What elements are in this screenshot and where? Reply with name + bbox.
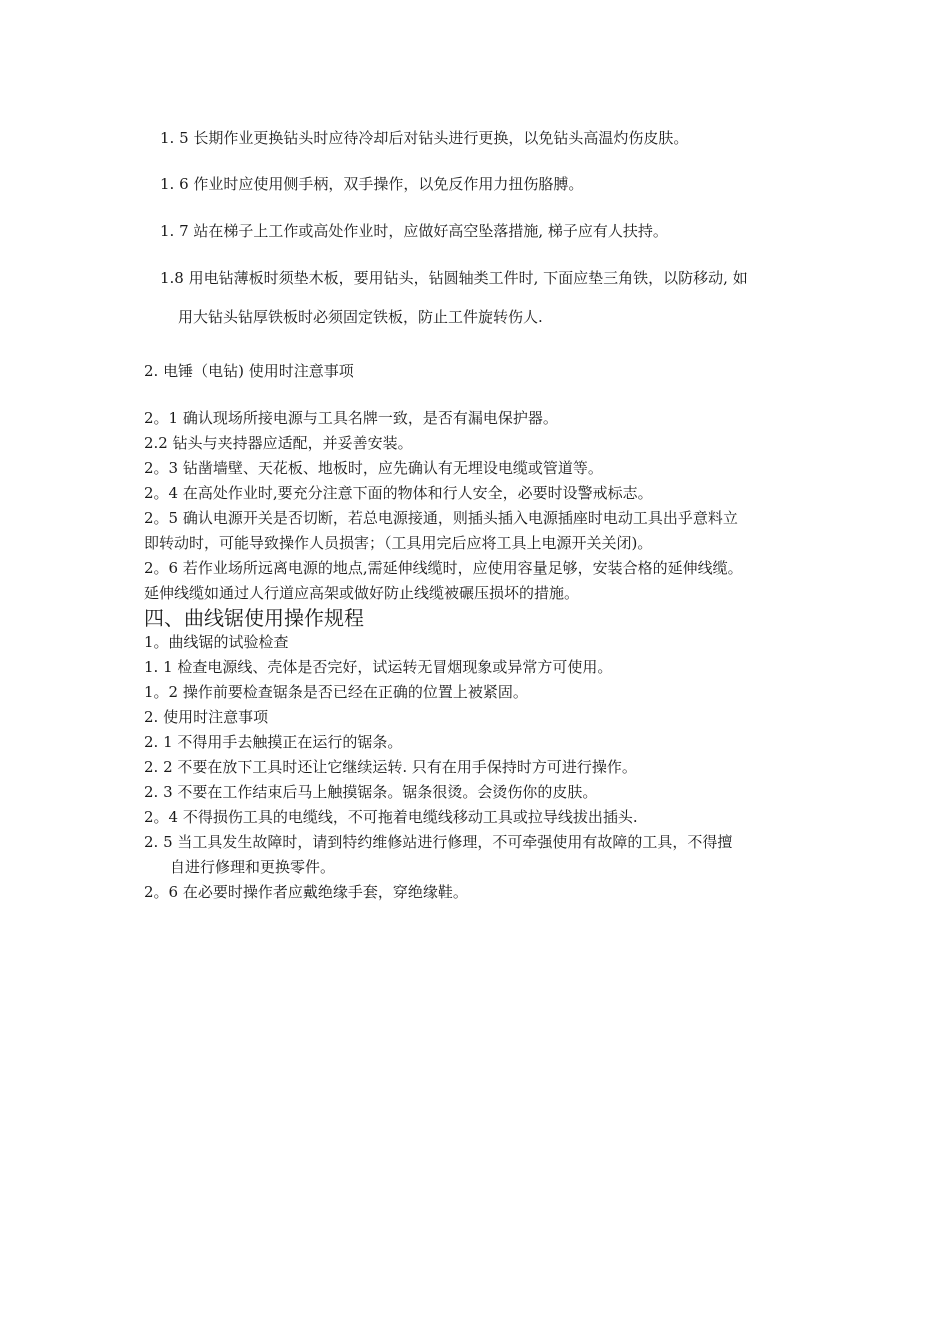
item-1-6: 1. 6 作业时应使用侧手柄，双手操作，以免反作用力扭伤胳膊。 (160, 175, 584, 193)
item-2-4: 2。4 在高处作业时,要充分注意下面的物体和行人安全，必要时设警戒标志。 (144, 484, 653, 502)
item-1-8: 1.8 用电钻薄板时须垫木板，要用钻头，钻圆轴类工件时, 下面应垫三角铁，以防移动, 如 (160, 269, 748, 287)
item-1-8-cont: 用大钻头钻厚铁板时必须固定铁板，防止工件旋转伤人. (178, 308, 543, 326)
item-4-1-1: 1. 1 检查电源线、壳体是否完好，试运转无冒烟现象或异常方可使用。 (144, 658, 613, 676)
item-2-6-cont: 延伸线缆如通过人行道应高架或做好防止线缆被碾压损坏的措施。 (144, 584, 580, 602)
item-1-5: 1. 5 长期作业更换钻头时应待冷却后对钻头进行更换，以免钻头高温灼伤皮肤。 (160, 129, 689, 147)
section-4-heading: 四、曲线锯使用操作规程 (144, 606, 364, 630)
item-4-1: 1。曲线锯的试验检查 (144, 633, 289, 651)
item-1-7: 1. 7 站在梯子上工作或高处作业时，应做好高空坠落措施, 梯子应有人扶持。 (160, 222, 668, 240)
item-2-3: 2。3 钻凿墙壁、天花板、地板时，应先确认有无埋设电缆或管道等。 (144, 459, 603, 477)
item-2-5: 2。5 确认电源开关是否切断，若总电源接通，则插头插入电源插座时电动工具出乎意料立 (144, 509, 738, 527)
item-4-2-3: 2. 3 不要在工作结束后马上触摸锯条。锯条很烫。会烫伤你的皮肤。 (144, 783, 598, 801)
item-4-2-6: 2。6 在必要时操作者应戴绝缘手套，穿绝缘鞋。 (144, 883, 468, 901)
item-2-2: 2.2 钻头与夹持器应适配，并妥善安装。 (144, 434, 413, 452)
item-4-2-2: 2. 2 不要在放下工具时还让它继续运转. 只有在用手保持时方可进行操作。 (144, 758, 637, 776)
item-4-2-5: 2. 5 当工具发生故障时，请到特约维修站进行修理，不可牵强使用有故障的工具，不得擅 (144, 833, 733, 851)
section-2-title: 2. 电锤（电钻) 使用时注意事项 (144, 362, 354, 380)
item-4-2-4: 2。4 不得损伤工具的电缆线，不可拖着电缆线移动工具或拉导线拔出插头. (144, 808, 638, 826)
item-4-2: 2. 使用时注意事项 (144, 708, 269, 726)
item-4-1-2: 1。2 操作前要检查锯条是否已经在正确的位置上被紧固。 (144, 683, 528, 701)
item-4-2-5-cont: 自进行修理和更换零件。 (170, 858, 336, 876)
item-2-1: 2。1 确认现场所接电源与工具名牌一致，是否有漏电保护器。 (144, 409, 558, 427)
item-2-6: 2。6 若作业场所远离电源的地点,需延伸线缆时，应使用容量足够，安装合格的延伸线缆。 (144, 559, 743, 577)
item-2-5-cont: 即转动时，可能导致操作人员损害；（工具用完后应将工具上电源开关关闭)。 (144, 534, 653, 552)
item-4-2-1: 2. 1 不得用手去触摸正在运行的锯条。 (144, 733, 403, 751)
